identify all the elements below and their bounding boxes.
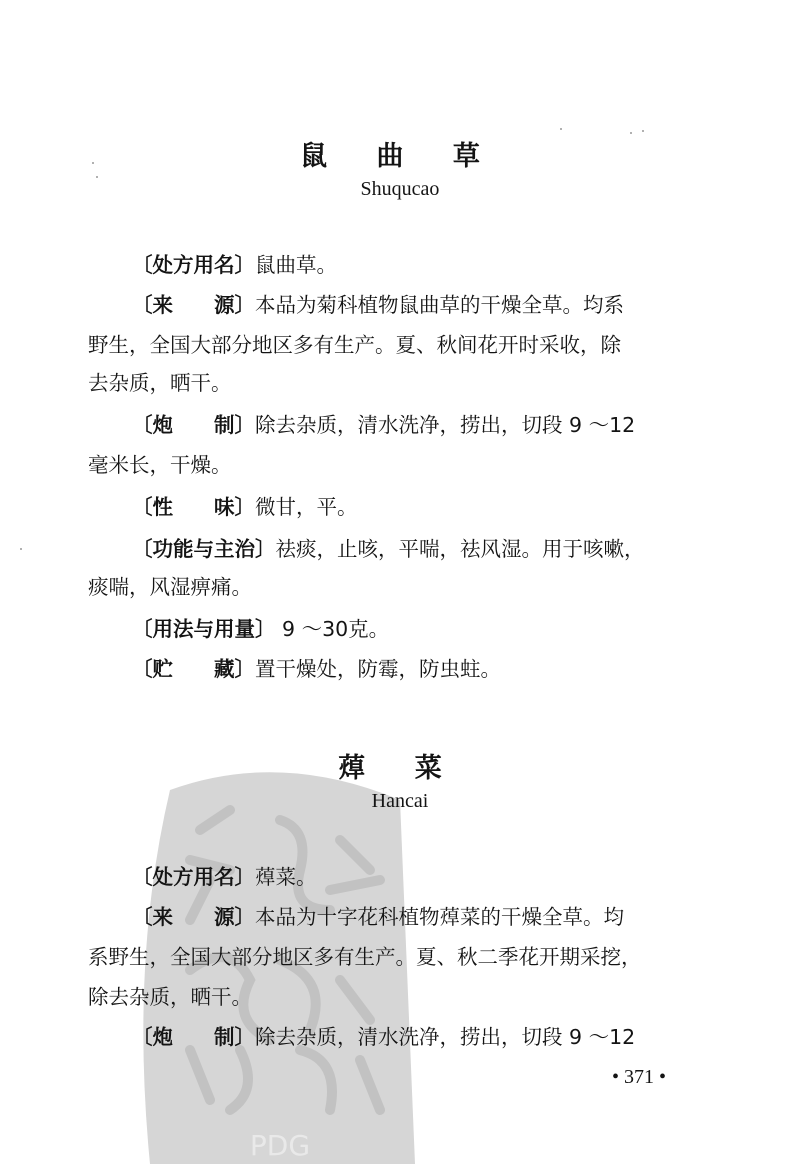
entry-line [132,250,772,280]
section-label: 〔来 源〕 [132,905,255,929]
section-text: 野生，全国大部分地区多有生产。夏、秋间花开时采收，除 [88,333,621,357]
entry-line [132,410,772,440]
section-text: 除去杂质，清水洗净，捞出，切段 9 ～12 [255,1025,636,1049]
scan-speck [642,130,644,132]
section-label: 〔处方用名〕 [132,865,255,889]
entry-line [88,368,728,398]
section-text: 去杂质，晒干。 [88,371,232,395]
entry-line [132,614,772,644]
section-label: 〔性 味〕 [132,495,255,519]
entry-line [132,492,772,522]
entry-line [88,572,728,602]
entry-line [88,942,728,972]
entry-line [88,330,728,360]
section-label: 〔炮 制〕 [132,413,255,437]
section-text: 毫米长，干燥。 [88,453,232,477]
section-text: 本品为菊科植物鼠曲草的干燥全草。均系 [255,293,624,317]
section-text: 微甘，平。 [255,495,358,519]
section-text: 本品为十字花科植物蔊菜的干燥全草。均 [255,905,624,929]
entry-line [132,862,772,892]
entry-line [132,654,772,684]
section-text: 除去杂质，清水洗净，捞出，切段 9 ～12 [255,413,636,437]
section-label: 〔贮 藏〕 [132,657,255,681]
entry-line [88,982,728,1012]
scan-speck [560,128,562,130]
section-text: 祛痰，止咳，平喘，祛风湿。用于咳嗽， [275,537,645,561]
section-text: 蔊菜。 [255,865,317,889]
entry-line [88,450,728,480]
entry-line [132,1022,772,1052]
section-text: 置干燥处，防霉，防虫蛀。 [255,657,501,681]
section-text: 鼠曲草。 [255,253,337,277]
scan-speck [20,548,22,550]
section-label: 〔用法与用量〕 [132,617,276,641]
section-text: 痰喘，风湿痹痛。 [88,575,252,599]
section-label: 〔炮 制〕 [132,1025,255,1049]
section-text: 除去杂质，晒干。 [88,985,252,1009]
entry-line [132,902,772,932]
entry-line [132,534,772,564]
watermark-pdg-text: PDG [249,1129,311,1162]
entry-title-pinyin: Shuqucao [360,178,440,200]
entry-title-cn: 蔊 菜 [338,753,462,784]
page-number: • 371 • [612,1066,667,1088]
section-label: 〔来 源〕 [132,293,255,317]
entry-title-cn: 鼠 曲 草 [300,141,500,172]
section-text: 9 ～30克。 [275,617,390,641]
entry-title-pinyin: Hancai [371,790,429,812]
section-label: 〔功能与主治〕 [132,537,276,561]
entry-line [132,290,728,320]
section-label: 〔处方用名〕 [132,253,255,277]
section-text: 系野生，全国大部分地区多有生产。夏、秋二季花开期采挖， [88,945,642,969]
